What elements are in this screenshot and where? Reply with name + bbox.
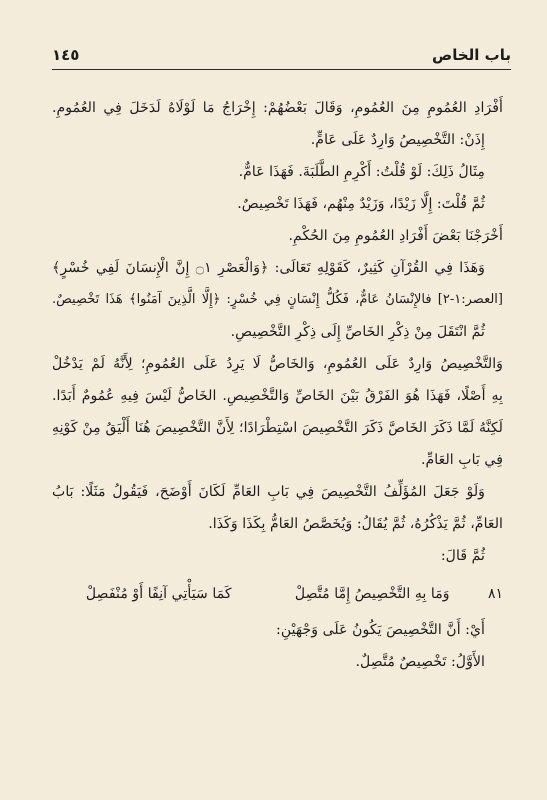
text-line: ثُمَّ قَالَ: [440,548,485,564]
page-number: ١٤٥ [52,46,80,64]
text-line: مِثَالُ ذَلِكَ: لَوْ قُلْتُ: أَكْرِمِ الطَّلَبَةَ. فَهَذَا عَامٌّ. [238,164,485,180]
text-line: ثُمَّ انْتَقَلَ مِنْ ذِكْرِ الخَاصِّ إِلَى ذِكْرِ التَّخْصِيصِ. [230,324,485,340]
verse-number: ٨١ [487,586,503,602]
text-line: العَامِّ، ثُمَّ يَذْكُرُهُ، ثُمَّ يُقَالُ: وَيُخَصَّصُ العَامُّ بِكَذَا وَكَذَا. [208,516,503,532]
text-line: وَالتَّخْصِيصُ وَارِدٌ عَلَى العُمُومِ، وَالخَاصُّ لَا يَرِدُ عَلَى العُمُومِ؛ لِأَنَّهُ لَمْ يَدْخُلْ [52,356,503,372]
verse-second-hemistich: كَمَا سَيَأْتِي آنِفًا أَوْ مُنْفَصِلْ [85,586,232,602]
text-line: وَلَوْ جَعَلَ المُؤَلِّفُ التَّخْصِيصَ فِي بَابِ العَامِّ لَكَانَ أَوْضَحَ، فَيَقُولُ مَثَلًا: بَابُ [52,484,485,500]
text-line: فِي بَابِ العَامِّ. [421,452,503,468]
text-line: بِهِ أَصْلًا، فَهَذَا هُوَ الفَرْقُ بَيْنَ الخَاصِّ وَالتَّخْصِيصِ. الخَاصُّ لَيْسَ فِيهِ عُمُومٌ أَبَدًا. [52,388,503,404]
text-line: لَكِنَّهُ لَمَّا ذَكَرَ الخَاصَّ ذَكَرَ التَّخْصِيصَ اسْتِطْرَادًا؛ لِأَنَّ التَّخْصِيصَ هُنَا أَلْيَقُ مِنْ كَوْنِهِ [52,420,503,436]
text-line: الأَوَّلُ: تَخْصِيصٌ مُتَّصِلٌ. [355,654,485,670]
text-line: أَفْرَادِ العُمُومِ مِنَ العُمُومِ، وَقَالَ بَعْضُهُمْ: إِخْرَاجُ مَا لَوْلَاهُ لَدَخَلَ فِي العُمُومِ. [52,100,503,116]
text-line: أَيْ: أَنَّ التَّخْصِيصَ يَكُونُ عَلَى وَجْهَيْنِ: [276,622,485,638]
chapter-title: باب الخاص [432,46,511,64]
page-header [52,40,511,68]
header-divider [52,69,511,70]
text-line: إِذَنْ: التَّخْصِيصُ وَارِدٌ عَلَى عَامٍّ. [310,132,485,148]
text-line: أَخْرَجْنَا بَعْضَ أَفْرَادِ العُمُومِ مِنَ الحُكْمِ. [288,228,503,244]
quran-verse-line: وَهَذَا فِي القُرْآنِ كَثِيرٌ، كَقَوْلِهِ تَعَالَى: ﴿وَالْعَصْرِ ۝١ إِنَّ الْإِنسَانَ لَفِي خُسْرٍ﴾ [52,260,485,276]
verse-first-hemistich: وَمَا بِهِ التَّخْصِيصُ إِمَّا مُتَّصِلْ [294,586,450,602]
poem-verse [52,574,503,614]
page-body [52,92,503,678]
text-line: ثُمَّ قُلْتَ: إِلَّا زَيْدًا، وَزَيْدٌ مِنْهُم، فَهَذَا تَخْصِيصٌ. [237,196,485,212]
quran-reference-line: [العصر:١-٢] فالإِنْسَانُ عَامٌّ، فَكُلُّ إِنْسَانٍ فِي خُسْرٍ: ﴿إِلَّا الَّذِينَ آمَنُوا﴾ هَذَا تَخْصِيصٌ. [52,292,503,307]
